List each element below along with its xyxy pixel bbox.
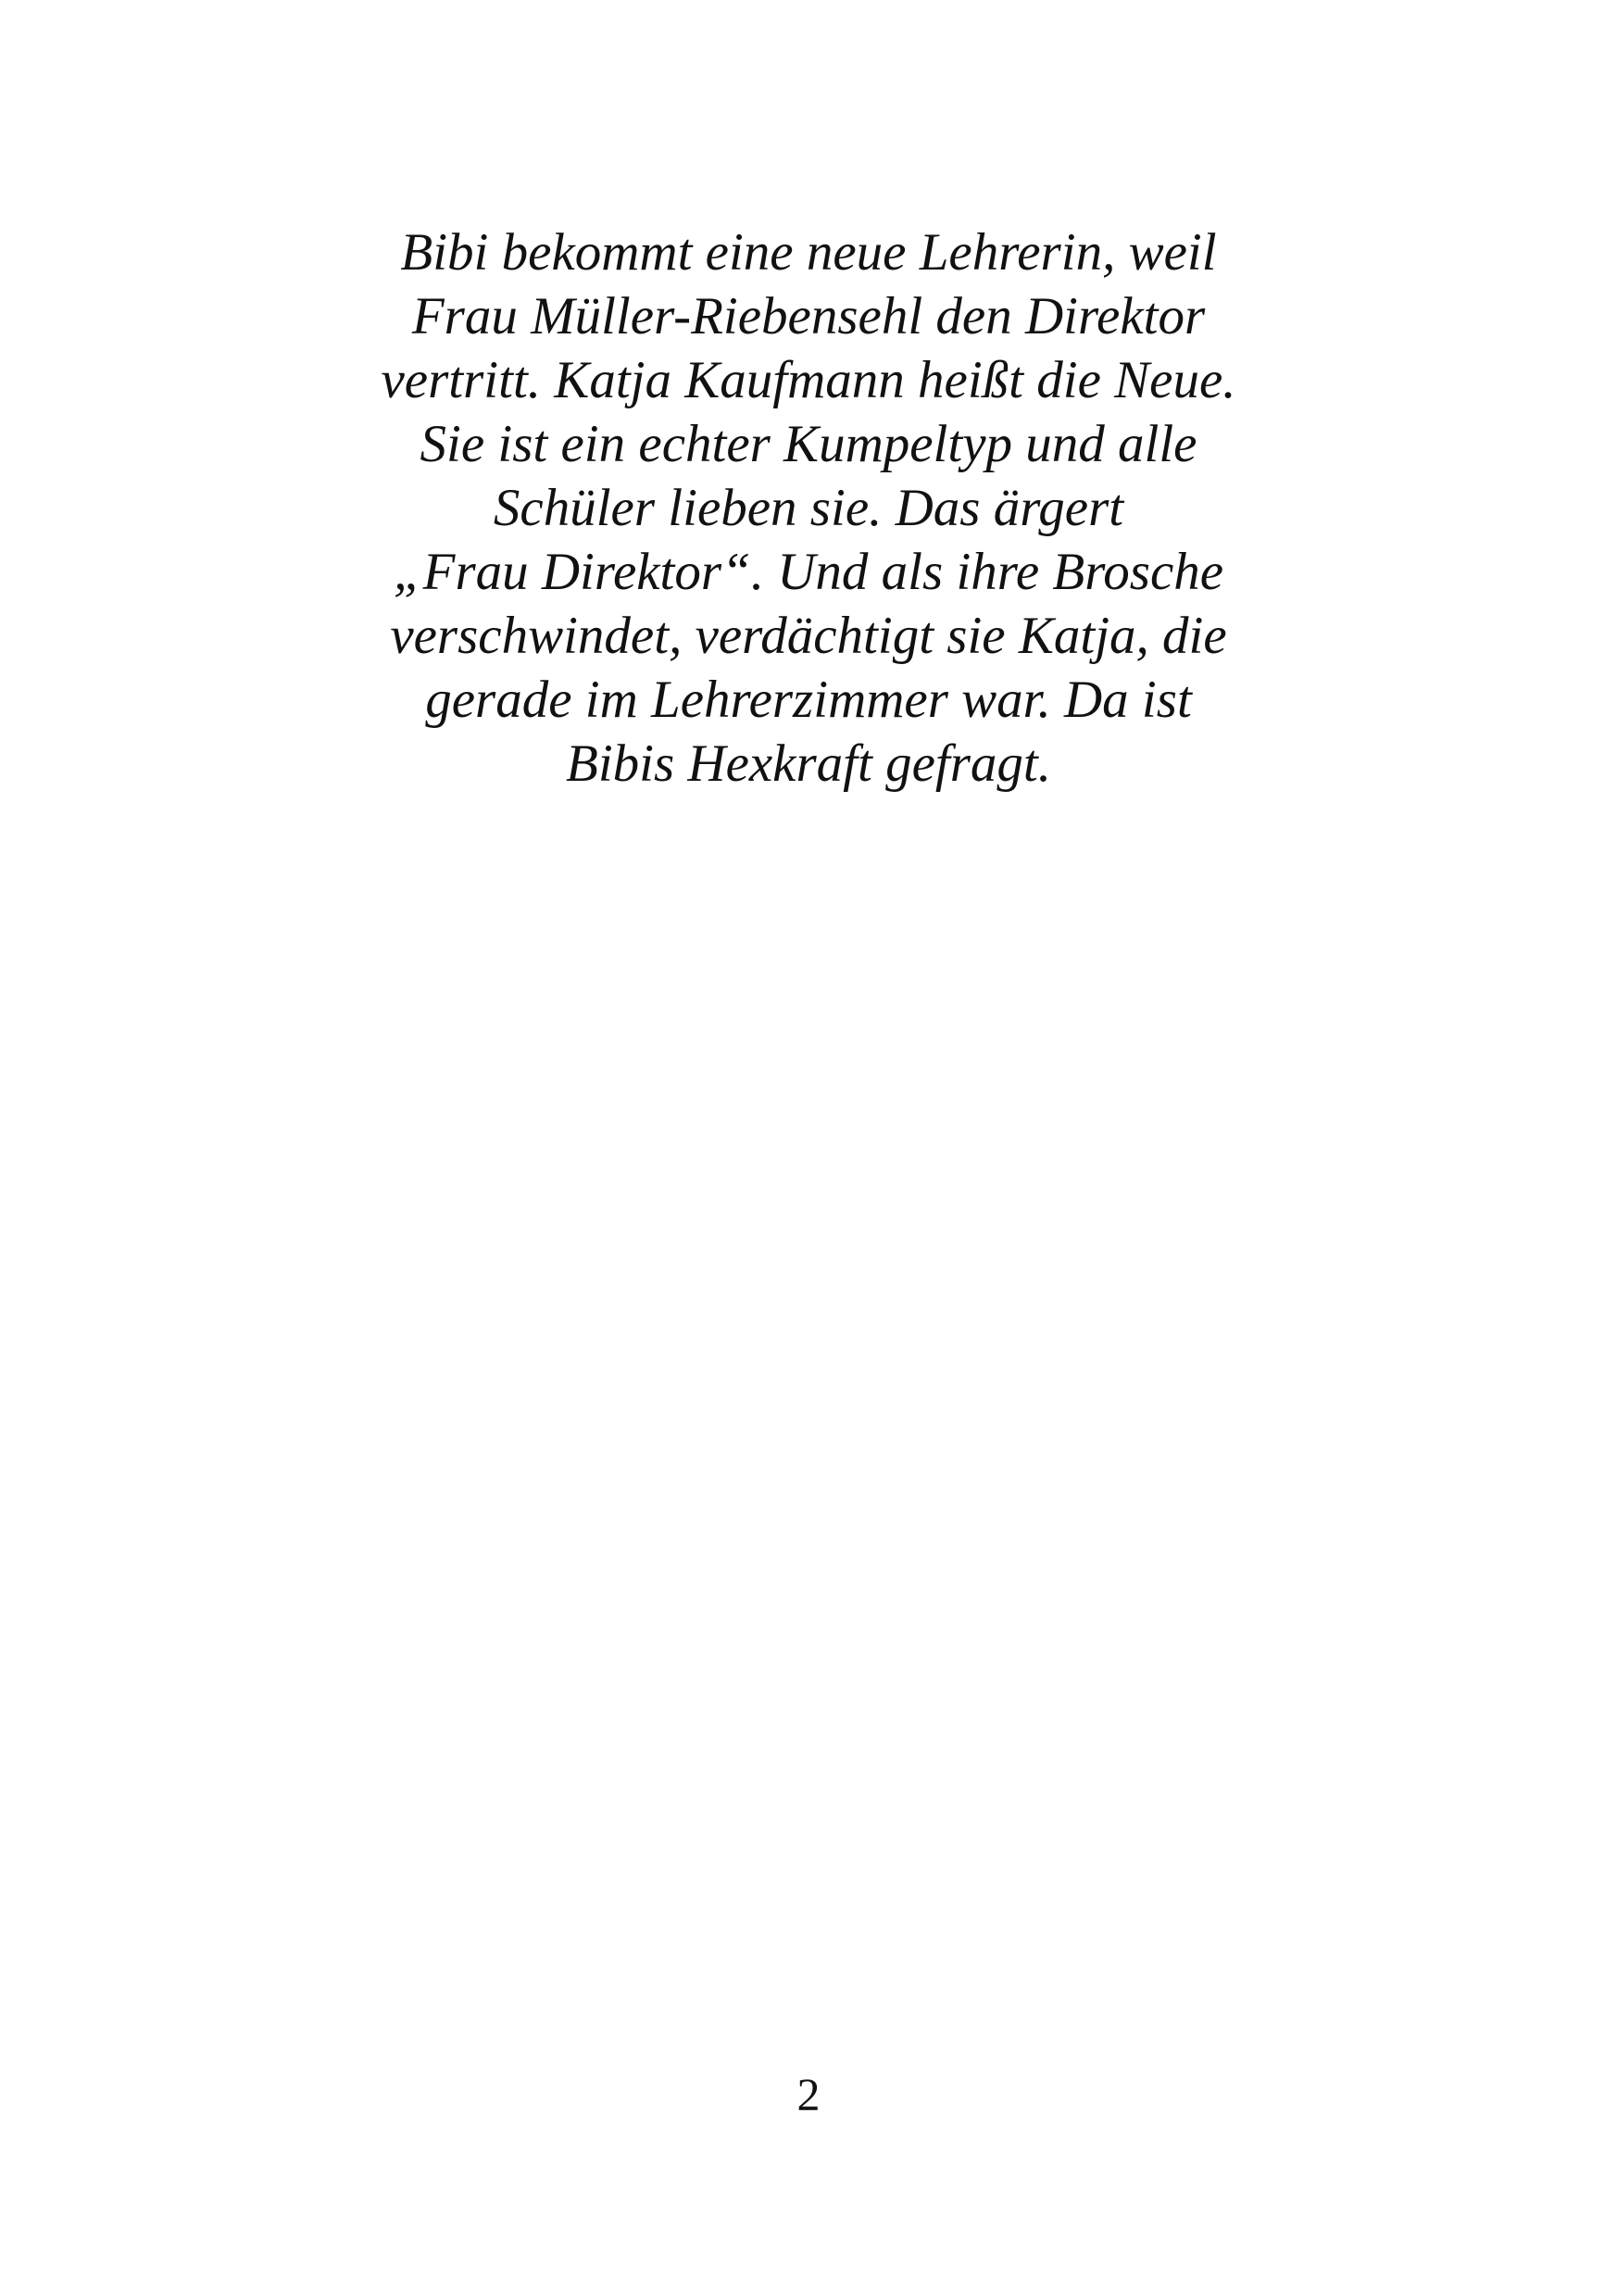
blurb-line: gerade im Lehrerzimmer war. Da ist	[425, 671, 1192, 729]
page-number: 2	[796, 2068, 821, 2120]
blurb-line: Sie ist ein echter Kumpeltyp und alle	[420, 415, 1197, 473]
blurb-line: Schüler lieben sie. Das ärgert	[493, 479, 1124, 537]
blurb-line: Bibis Hexkraft gefragt.	[566, 734, 1051, 793]
blurb-line: „Frau Direktor“. Und als ihre Brosche	[393, 543, 1224, 601]
blurb-line: Frau Müller-Riebensehl den Direktor	[411, 287, 1206, 345]
blurb-line: Bibi bekommt eine neue Lehrerin, weil	[400, 223, 1217, 282]
blurb-line: vertritt. Katja Kaufmann heißt die Neue.	[381, 351, 1236, 409]
blurb-line: verschwindet, verdächtigt sie Katja, die	[390, 607, 1227, 665]
blurb-paragraph	[345, 220, 1272, 796]
